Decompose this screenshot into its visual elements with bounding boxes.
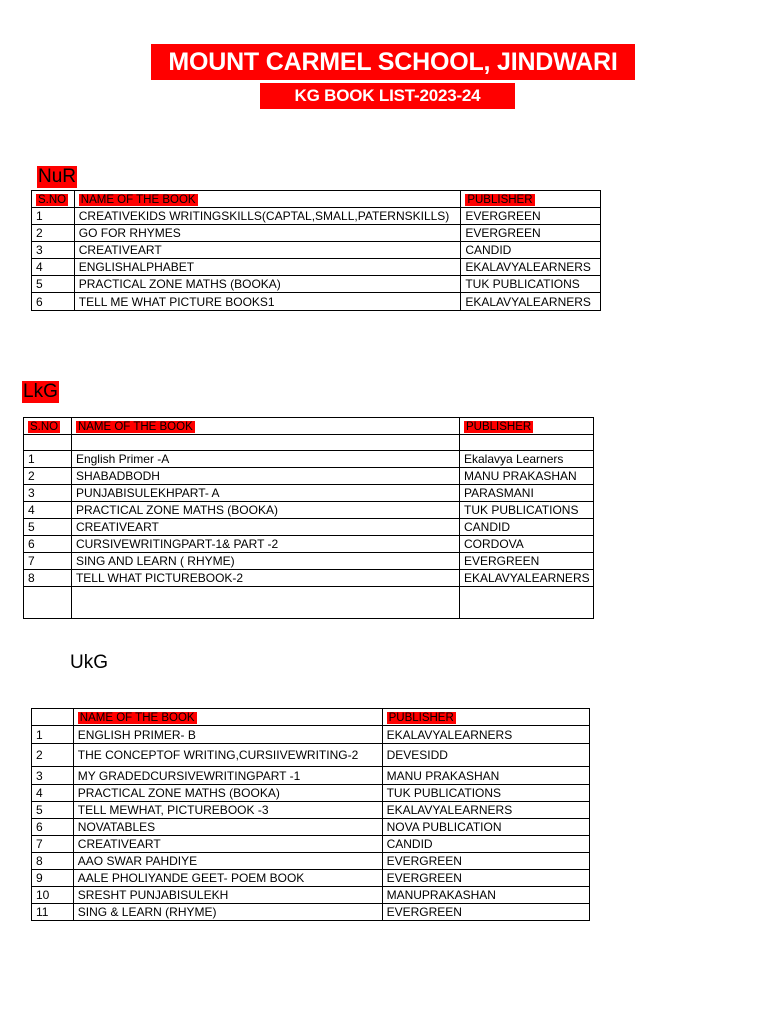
publisher-cell: EVERGREEN bbox=[461, 208, 601, 225]
book-name-cell: MY GRADEDCURSIVEWRITINGPART -1 bbox=[73, 767, 382, 785]
serial-number-cell: 1 bbox=[32, 208, 75, 225]
book-list-title: KG BOOK LIST-2023-24 bbox=[260, 83, 515, 109]
book-name-cell: PRACTICAL ZONE MATHS (BOOKA) bbox=[74, 276, 461, 293]
serial-number-cell: 1 bbox=[32, 726, 74, 744]
table-row bbox=[32, 726, 590, 744]
table-row bbox=[32, 802, 590, 819]
sno-header: S.NO bbox=[32, 191, 75, 208]
table-row bbox=[32, 870, 590, 887]
lkg-book-table bbox=[23, 417, 594, 619]
table-row bbox=[32, 785, 590, 802]
book-name-cell: THE CONCEPTOF WRITING,CURSIIVEWRITING-2 bbox=[73, 744, 382, 767]
serial-number-cell: 4 bbox=[32, 785, 74, 802]
publisher-cell: CANDID bbox=[461, 242, 601, 259]
book-name-cell: SHABADBODH bbox=[71, 468, 459, 485]
serial-number-cell: 6 bbox=[32, 293, 75, 311]
publisher-cell: EKALAVYALEARNERS bbox=[382, 726, 589, 744]
serial-number-cell: 10 bbox=[32, 887, 74, 904]
book-name-header: NAME OF THE BOOK bbox=[73, 709, 382, 726]
nur-section-label: NuR bbox=[38, 166, 77, 187]
book-name-cell: SING & LEARN (RHYME) bbox=[73, 904, 382, 921]
table-row bbox=[32, 276, 601, 293]
publisher-cell: Ekalavya Learners bbox=[460, 451, 594, 468]
serial-number-cell: 2 bbox=[32, 225, 75, 242]
book-name-cell: PUNJABISULEKHPART- A bbox=[71, 485, 459, 502]
book-name-cell: CREATIVEART bbox=[74, 242, 461, 259]
publisher-cell: NOVA PUBLICATION bbox=[382, 819, 589, 836]
publisher-cell: EVERGREEN bbox=[382, 904, 589, 921]
book-name-cell: SRESHT PUNJABISULEKH bbox=[73, 887, 382, 904]
publisher-cell: MANU PRAKASHAN bbox=[382, 767, 589, 785]
publisher-cell: MANUPRAKASHAN bbox=[382, 887, 589, 904]
publisher-cell: EKALAVYALEARNERS bbox=[461, 293, 601, 311]
publisher-header: PUBLISHER bbox=[460, 418, 594, 435]
table-row bbox=[24, 553, 594, 570]
book-name-cell: GO FOR RHYMES bbox=[74, 225, 461, 242]
book-name-cell: English Primer -A bbox=[71, 451, 459, 468]
book-name-cell: AALE PHOLIYANDE GEET- POEM BOOK bbox=[73, 870, 382, 887]
table-row bbox=[32, 744, 590, 767]
publisher-header: PUBLISHER bbox=[461, 191, 601, 208]
book-name-cell: CREATIVEART bbox=[73, 836, 382, 853]
publisher-cell: TUK PUBLICATIONS bbox=[461, 276, 601, 293]
table-row bbox=[32, 293, 601, 311]
table-row bbox=[24, 519, 594, 536]
table-row bbox=[32, 259, 601, 276]
publisher-cell: TUK PUBLICATIONS bbox=[382, 785, 589, 802]
serial-number-cell: 5 bbox=[24, 519, 72, 536]
serial-number-cell: 4 bbox=[32, 259, 75, 276]
book-name-cell: CURSIVEWRITINGPART-1& PART -2 bbox=[71, 536, 459, 553]
book-name-cell: TELL MEWHAT, PICTUREBOOK -3 bbox=[73, 802, 382, 819]
book-name-cell: TELL ME WHAT PICTURE BOOKS1 bbox=[74, 293, 461, 311]
publisher-cell: EVERGREEN bbox=[382, 870, 589, 887]
book-name-cell: PRACTICAL ZONE MATHS (BOOKA) bbox=[71, 502, 459, 519]
publisher-cell: DEVESIDD bbox=[382, 744, 589, 767]
sno-header bbox=[32, 709, 74, 726]
publisher-cell: EVERGREEN bbox=[461, 225, 601, 242]
book-name-cell: TELL WHAT PICTUREBOOK-2 bbox=[71, 570, 459, 587]
serial-number-cell: 7 bbox=[24, 553, 72, 570]
serial-number-cell: 1 bbox=[24, 451, 72, 468]
serial-number-cell: 2 bbox=[32, 744, 74, 767]
serial-number-cell: 2 bbox=[24, 468, 72, 485]
publisher-cell: EKALAVYALEARNERS bbox=[460, 570, 594, 587]
book-name-cell: NOVATABLES bbox=[73, 819, 382, 836]
book-name-cell: CREATIVEKIDS WRITINGSKILLS(CAPTAL,SMALL,PATERNSKILLS) bbox=[74, 208, 461, 225]
serial-number-cell: 4 bbox=[24, 502, 72, 519]
publisher-cell: PARASMANI bbox=[460, 485, 594, 502]
publisher-cell: EVERGREEN bbox=[460, 553, 594, 570]
serial-number-cell: 8 bbox=[24, 570, 72, 587]
publisher-cell: CORDOVA bbox=[460, 536, 594, 553]
serial-number-cell: 9 bbox=[32, 870, 74, 887]
sno-header: S.NO bbox=[24, 418, 72, 435]
table-row bbox=[32, 208, 601, 225]
empty-row bbox=[24, 587, 594, 619]
serial-number-cell: 6 bbox=[24, 536, 72, 553]
school-title: MOUNT CARMEL SCHOOL, JINDWARI bbox=[151, 44, 635, 80]
book-name-cell: PRACTICAL ZONE MATHS (BOOKA) bbox=[73, 785, 382, 802]
table-row bbox=[24, 485, 594, 502]
table-row bbox=[24, 536, 594, 553]
table-row bbox=[32, 904, 590, 921]
table-row bbox=[24, 468, 594, 485]
nur-book-table bbox=[31, 190, 601, 311]
serial-number-cell: 5 bbox=[32, 276, 75, 293]
publisher-cell: CANDID bbox=[382, 836, 589, 853]
book-name-cell: ENGLISH PRIMER- B bbox=[73, 726, 382, 744]
serial-number-cell: 3 bbox=[32, 242, 75, 259]
table-row bbox=[32, 819, 590, 836]
table-row bbox=[32, 853, 590, 870]
serial-number-cell: 6 bbox=[32, 819, 74, 836]
publisher-cell: EKALAVYALEARNERS bbox=[382, 802, 589, 819]
book-name-cell: ENGLISHALPHABET bbox=[74, 259, 461, 276]
ukg-section-label: UkG bbox=[70, 652, 108, 673]
publisher-cell: EKALAVYALEARNERS bbox=[461, 259, 601, 276]
publisher-header: PUBLISHER bbox=[382, 709, 589, 726]
serial-number-cell: 3 bbox=[24, 485, 72, 502]
book-name-cell: CREATIVEART bbox=[71, 519, 459, 536]
table-header-row bbox=[32, 709, 590, 726]
serial-number-cell: 3 bbox=[32, 767, 74, 785]
table-row bbox=[24, 570, 594, 587]
serial-number-cell: 5 bbox=[32, 802, 74, 819]
lkg-section-label: LkG bbox=[23, 381, 58, 402]
book-name-cell: SING AND LEARN ( RHYME) bbox=[71, 553, 459, 570]
serial-number-cell: 8 bbox=[32, 853, 74, 870]
publisher-cell: MANU PRAKASHAN bbox=[460, 468, 594, 485]
publisher-cell: CANDID bbox=[460, 519, 594, 536]
empty-row bbox=[24, 435, 594, 451]
table-row bbox=[24, 451, 594, 468]
book-name-header: NAME OF THE BOOK bbox=[71, 418, 459, 435]
publisher-cell: EVERGREEN bbox=[382, 853, 589, 870]
book-name-header: NAME OF THE BOOK bbox=[74, 191, 461, 208]
table-row bbox=[24, 502, 594, 519]
book-name-cell: AAO SWAR PAHDIYE bbox=[73, 853, 382, 870]
table-header-row bbox=[24, 418, 594, 435]
table-row bbox=[32, 225, 601, 242]
serial-number-cell: 11 bbox=[32, 904, 74, 921]
table-row bbox=[32, 887, 590, 904]
table-header-row bbox=[32, 191, 601, 208]
table-row bbox=[32, 242, 601, 259]
publisher-cell: TUK PUBLICATIONS bbox=[460, 502, 594, 519]
serial-number-cell: 7 bbox=[32, 836, 74, 853]
ukg-book-table bbox=[31, 708, 590, 921]
table-row bbox=[32, 767, 590, 785]
table-row bbox=[32, 836, 590, 853]
